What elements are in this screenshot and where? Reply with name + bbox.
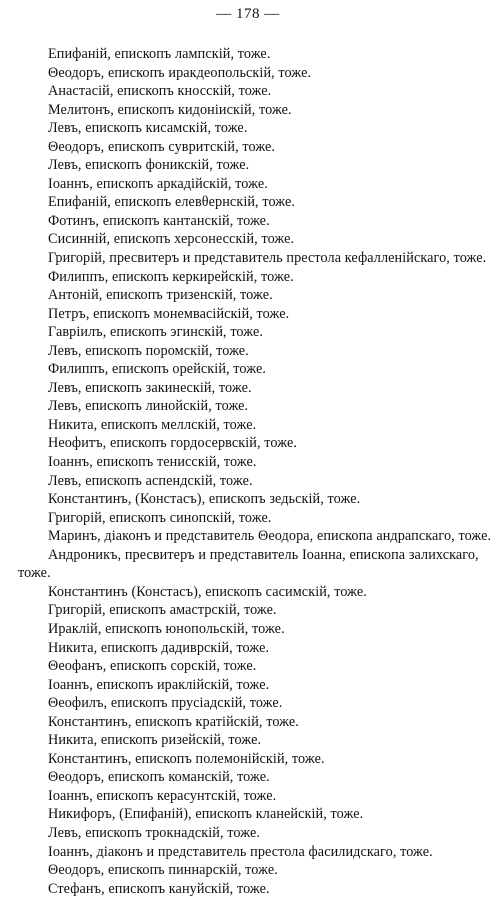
entry-text: Гавріилъ, епископъ эгинскій, тоже. [48,324,264,341]
list-item [0,676,496,695]
entry-text: Никита, епископъ ризейскій, тоже. [48,732,262,749]
entry-text: Іоаннъ, епископъ керасунтскій, тоже. [48,787,277,804]
list-item [0,509,496,528]
entry-continuation: тоже. [18,565,51,582]
list-item [0,694,496,713]
entry-text: Іоаннъ, епископъ ираклійскій, тоже. [48,676,270,693]
entry-text: Мелитонъ, епископъ кидоніискій, тоже. [48,101,292,118]
list-item [0,45,496,64]
list-item [0,453,496,472]
list-item [0,175,496,194]
entry-text: Θеодоръ, епископъ пиннарскій, тоже. [48,862,278,879]
list-item [0,880,496,898]
entry-text: Левъ, епископъ закинеcкій, тоже. [48,379,252,396]
list-item [0,416,496,435]
entry-text: Константинъ, епископъ полемонійскій, тоже. [48,750,325,767]
entry-text: Неофитъ, епископъ гордосервскій, тоже. [48,435,298,452]
entry-text: Левъ, епископъ кисамскій, тоже. [48,120,248,137]
list-item [0,64,496,83]
list-item [0,768,496,787]
list-item [0,82,496,101]
entry-text: Θеодоръ, епископъ иракдеопольскій, тоже. [48,64,312,81]
entry-text: Іоаннъ, епископъ аркадійскій, тоже. [48,175,268,192]
entry-text: Григорій, пресвитеръ и представитель престола кефалленійскаго, тоже. [48,250,487,267]
entry-text: Левъ, епископъ поромскій, тоже. [48,342,249,359]
list-item [0,639,496,658]
list-item [0,286,496,305]
list-item [0,713,496,732]
entry-text: Григорій, епископъ синопскій, тоже. [48,509,272,526]
entry-text: Петръ, епископъ монемвасійскій, тоже. [48,305,290,322]
list-item [0,843,496,862]
entry-text: Левъ, епископъ трокнадскій, тоже. [48,824,261,841]
entry-list [0,45,496,898]
entry-text: Никифоръ, (Епифаній), епископъ кланейскій, тоже. [48,806,364,823]
entry-text: Анастасій, епископъ кносскій, тоже. [48,83,272,100]
entry-text: Θеодоръ, епископъ сувритскій, тоже. [48,138,276,155]
page-number: — 178 — [216,6,280,22]
entry-text: Константинъ (Констасъ), епископъ сасимскій, тоже. [48,583,367,600]
entry-text: Андроникъ, пресвитеръ и представитель Іоанна, епископа залихскаго, [48,546,479,563]
list-item [0,824,496,843]
list-item [0,620,496,639]
list-item [0,527,496,546]
entry-text: Епифаній, епископъ лампскій, тоже. [48,46,271,62]
list-item [0,101,496,120]
entry-text: Епифаній, епископъ елевθернскій, тоже. [48,194,296,211]
entry-text: Константинъ, (Констасъ), епископъ зедьскій, тоже. [48,491,361,508]
entry-text: Стефанъ, епископъ кануйскій, тоже. [48,880,270,897]
list-item [0,731,496,750]
list-item [0,861,496,880]
list-item [0,583,496,602]
entry-text: Филиппъ, епископъ орейскій, тоже. [48,361,267,378]
list-item [0,750,496,769]
list-item [0,546,496,583]
list-item [0,323,496,342]
list-item [0,360,496,379]
entry-text: Левъ, епископъ линойскій, тоже. [48,398,249,415]
entry-text: Антоній, епископъ тризенскій, тоже. [48,287,273,304]
entry-text: Θеодоръ, епископъ команскій, тоже. [48,769,270,786]
list-item [0,379,496,398]
entry-text: Маринъ, діаконъ и представитель Θеодора, епископа андрапскаго, тоже. [48,528,492,545]
entry-text: Никита, епископъ меллскій, тоже. [48,416,257,433]
list-item [0,230,496,249]
entry-text: Ираклій, епископъ юнопольскій, тоже. [48,620,285,637]
list-item [0,805,496,824]
list-item [0,119,496,138]
list-item [0,342,496,361]
list-item [0,490,496,509]
entry-text: Никита, епископъ дадиврскій, тоже. [48,639,270,656]
list-item [0,657,496,676]
entry-text: Левъ, епископъ аспендскій, тоже. [48,472,253,489]
list-item [0,249,496,268]
entry-text: Константинъ, епископъ кратійскій, тоже. [48,713,299,730]
list-item [0,193,496,212]
entry-text: Θеофанъ, епископъ сорскій, тоже. [48,658,257,675]
list-item [0,156,496,175]
entry-text: Левъ, епископъ фоникскій, тоже. [48,157,250,174]
list-item [0,268,496,287]
entry-text: Григорій, епископъ амастрскій, тоже. [48,602,277,619]
list-item [0,138,496,157]
list-item [0,601,496,620]
list-item [0,397,496,416]
entry-text: Θеофилъ, епископъ прусіадскій, тоже. [48,695,283,712]
list-item [0,434,496,453]
entry-text: Іоаннъ, діаконъ и представитель престола фасилидскаго, тоже. [48,843,433,860]
entry-text: Фотинъ, епископъ кантанскій, тоже. [48,212,270,229]
list-item [0,472,496,491]
entry-text: Филиппъ, епископъ керкирейскій, тоже. [48,268,294,285]
entry-text: Сисинній, епископъ херсонесскій, тоже. [48,231,295,248]
entry-text: Іоаннъ, епископъ тенисскій, тоже. [48,454,257,471]
list-item [0,212,496,231]
list-item [0,305,496,324]
list-item [0,787,496,806]
